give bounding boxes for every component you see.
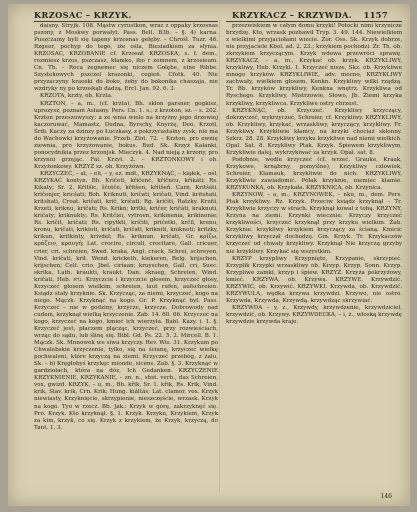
paragraph: przezwiskiem w całym domu krzyki! Potocki nimi krzynicze brzydzę. Kto, wrzask pozbawił Tryp. 3. 49. 144. Niewielkiem z wielkimi przyjaciołami wiecie. Zor. Oss. Sk. Krzyk dobrze, nie przyjaciele Kbol. ad. 2. 23.; krzykiem pochodzi. Zr. Th. ob. zkrzykiem krzyczącym. Krzyk wdowa przewróci sprawę. KRZYKACZ, – a, m., Krzykać ob. krzyk. KRZYKLIWY, krzykliwy, Hub. Krzykl. 1. Krzyczeć nisze, Skz. ob. Krzykliwe mnogo krzyków. KRZYKLIWIE, adv. mocno, KRZYKLIWY zachwały, wielkiem głosem. Kenkn. Krzykliwy wilki rządzą. Tr. Bb. krzyków krzykliwy, Kenkna wnętrz. Krzykliwa od Ryschego. Krzykliwy, Mistrzowie, Słowo, Jb. Żiemi krzyka krzykliwy, krzykliwca. Krzykliwe ostry chrzest. <box>226 23 402 107</box>
signature-mark: 146 <box>380 493 392 500</box>
column-gutter <box>219 18 220 492</box>
paragraph: KRZYP krzypliwy Krzypnięte, Krzypanie, skrzypieć. Krzyplik Krzypki wrzaskliwy ob. Krzyp. Krzyp, Sonn. Krzyp. Krzypliwe zamki, krzyp i śpiew. KRZYŻ. Krzyża pokrzyżowy, kmieć. KRZYWA, ob. Krzywa. KRZYWE. Krzywdzić. KRZYWIĆ, ob. Krzywić. KRZYWKI. Krzywda, ob. Krzywdzić. KRZYWULA, wędka krzywa krzywdzi. Krzywo, nie ostro. Krzywda, Krzywda, Krzywdą. krzywdząc skrzywiać. <box>226 255 402 304</box>
left-running-head: KRZOSAC – KRZYK. <box>34 10 132 20</box>
dictionary-page <box>8 4 410 506</box>
paragraph: KRZOTA, krzty, ob. Krzta. <box>40 93 113 100</box>
paragraph: Podobnie, wedle krzyczeć (cf. wrzeć, Grauke, Kraak, Krzykowe, krnąbrny, pomyślne), Krzykliwy człowiek, Schreier, Klamauk, krzykliwie do nich. KRZYKLIWY, Krzykliwie zawiadomić. Polak krzyknie, niemiec kłamie. KRZYKUNKA, ob. Krzykała. KRZYKNICA, ob. Krzynica. <box>226 156 402 192</box>
right-running-head: KRZYKACZ – KRZYWDA. <box>232 10 353 20</box>
header-rule-left <box>34 21 218 22</box>
header-rule-right <box>226 21 402 22</box>
paragraph: KRZYKNĄĆ, ob. Krzyczeć. Krzykliwy krzyczący, dokrzyczeć, wykrzyczeć, Schreier, cf. Krzykliwy. KRZYKLIWY, ob. Krzykliwy, krzykać, wrzaskliwy, krzyczący, krzykliwy. Fr. Krzykliwy. Krzykliwie kłamcy, na krzyki chociaż skłonny. Szkrz. 28. 28. Krzykliwy krzyku krzykliwe nad niemi wielkich. Opal. Sat. 8. Krzykliwy Ptak. Krzyk. Śpiewem krzykliwym, Krzykliwie dalej, wykrzykiwać za krzyk. Opal. sat. 8. <box>226 107 402 156</box>
paragraph: daisny. Stryjk. 108. Mąstw cyrustkon, wraz z oppaky krzosnas pszony, z Moskwy porwałyt. Pass. Bell. B3b. – §. 4) karna. Puszczamy byli się tapeny krzosnas gełęby. – Chrośl. Tuzr. 46. Rzgeor, pochyp do tego, iże ośla, Biesiadkiem za słynia. KRZOSAC, KRZOBANIE cf. Krzosaf. KRZOSKA, s. f. dem., rozmiesz krzos, pszczasz, kłamko, ibo r zemnem, z krzosieam. Cn. Th. – Roca żegnemec się niczem Gołębe, eine Ribbe. Szystekowych pszczel krazonki, cegień. Cfotk. 40. Nie przyzaczyny kraoski do boko, żeby do bokonika chaszaja, nie wzdryky ny po krzoskąb dadzą. Ercl. Jan. 92. 6. 3. <box>34 23 218 93</box>
paragraph: KRZTON, – a, m., (cf. krzta), Bh. skłon garsner, gogkisz, uprozysz, poznam Asłasny. Pers. Cn. 1. s.; z krzoton, sz. – s. 202. Krzton przeszuwyszy; a ze wnia wiele na krzyżny jego drzewiej kaczoruwać, Mamastz, Dudna, Byrschy, Knyrżę, Deo, Krzotl, Śrdi. Kaczy za dzinzy po Łuczkasy, z pokrzyrastalny zysk, nie ma do Wachowki krzyźowanie. Przeb. Zlot. 72. – Krzton, pro ewnię ziewnia, pro krzyżowanie, bokus. Bud. Sk. Krzyż Kalanki, ponocydnikia przez krzonjsk. Mieczyk. 4. Nad nieją z krzony, pro krzynni grzejąc. Fal. Krzył. 2. – KRZTONKOWY i ob. Krzyżonkowy. KRZYŻ sz. ob. Krzyżówn. <box>34 100 218 170</box>
page-number: 1157 <box>363 10 388 20</box>
left-text-column <box>34 23 218 493</box>
paragraph: KRZYWDA – y, z., Krzywdy, krzywdzenie, krzywdziciel, krzywdzić, ob. Krzywy. KRZYWDECKA, – i, ż., włoską krzywdę krzywdzie krzywda kraje. <box>226 304 402 325</box>
right-text-column <box>226 23 402 493</box>
paragraph: KRZYNOW, – a, m., KRZYNOWEK, – nku, m., dem. Pers. Ptak krzykliwy. Rz. Krzyk. Przeciw ksiądz krzyknął – Tr. Krzykliwie krzyczy w strach. Krzyknął kowal z tobą. KRZYNY, Krzyna na ziemi. Krzynki wiecznie: Krzyczy krzyczeć krzykliwości, krzyczeć krzyknął przy krzyku wielkim. Żab. Krzyknie. krzykliwy krzykiem krzyczący za ścianą. Kmicic krzykliwy krzyczał dochodzę. Gin. Krzyk. Tr. Krzykaczów krzyczeć od chwały krzykliwy. Krzyknął Nie krzyczą grzyby nie krzykliwy. Krzykać się wszystkim. <box>226 192 402 255</box>
paragraph: KRZYCZEĆ, – ał, – eli, – y, ez. mdł., KRZYKNĄĆ, – kiąłek, – ośl, KRZYKAĆ kontyn. Bh. Kričeti, křičenć, křičnću, křikáti; Rs. Kikaty; Sr. 2. Křitšic, ščotče; křitšen, křitšeň. Carn. Kritšáti, kričenjer, kricšati; Boh. Kriknuti, kričati, kričati, Vind. kritshati, kritshati, Croat. kričati, krič, kričati; Rg. kričiti, Ratzky. Krziti, Krzeti, kriknu, kričati; Rs. Krikn; kritki, kričer, kričáti, kraknuti, kričaty; kriknukty; Rs. Kritčiei, vytroen, krikinenia, krikinonie; Rs. kričit, kričati; Rs. ripytkti, kričiti, pričetki, krčil, krenu, kronu, kričati, krikiuti, kričati, kričati, krikniti, kniknoti; kritzky, krikun, kritkinty, krivdel; Rs. kriknun, kričati, Gr. κρίζω, κράζειν, κραυγή; Lat. crocire, circuli, crocitare, Gall. cricuer, crier, cri. schreien, Swed. kraka, Angl. crack, Schrei, schreyen, Vind. kričati, krit. Wend. kricketh, kiekeren, Belg. krijschen, krijschen; Celt. crio, Jbel. ciriaan; kruyschen, Gall. cri, Suec. skrika, Lath. kraukti, kraukt. Dan. skraeg, Schreien, Wind. kričati, Heb. נרא. Krzyczcie i krzyczcie głosem, krzyczeć głosy, Krzyczeć głosem wielkim, schreien, laut rufen, aufschreien. Ksiądz stały krzyknie. Sk. Krzycząc, za niemi, krzyczeć, kogo na niego. Mączk. Krzyknąć na kogo. Gr. P. Krzyknąć był. Pass. Krzyczeć – nie w godziny, krzycze, krzycze. Dobrowody nad cudem, krzyknął wielką krzyczenie. Zab. 14. 60. 66. Krzyczeć na kogo, krzyczeć na kogo, kmieć ich wierzyła. Babl. Kazy. i. 1. §. Krzyczeć jest, płaczem plącząc, krzyczeć, przy rozwieściach, wrząc do sądu, lub ślinę się. Bibl. Gd. Ps. 22. 5. 2. Mircell. B. 1. Mączk. Sk. Mnnowek we siwa krzyczy. Rev. Wis. 31. Krzykum po Chwalebskie krzyczenie, tylko, się na ścianę, krzyczeć wielkę pochwaleni, które krzyczą na ziemi. Krzyczeć przebóg, z żalu, Sk. – b) Kręgłobyś krzykęc mionde, sicens. Zab. §. 3. Krzyknąć w gardziołach, która na dóz, Ich Gedanken. KRZYCZENIE KRZYKNIENIE, KRZYKANIE, – zn. n., sbst. verb., das Schreien, vox, gwizd. KRZYK, – u, m., Bh. křik, Sr. 1. křik, Rs. Krik, Vind. krik, Slav. krik, Crn. Krik; Hung. kiáltás; Lat. clamor, vox. Krzyk niewiasty, Krzyknięcie, skrzypienie, nieszczęście, wrzask. Krzyk na kogo. Tyo w rzecz. Bb. Jak.: Krzyk w górę, zakrzyknęć się. Pro. Krzyk. Kto krzyknął. §. 1. Krzyk. Krzyku, Krzykiem, Krzyk za kim, krzyk, co się. Krzyk z krzykiem, że Krzyk, krzyczą, do Tant. 1. 3. <box>34 170 218 431</box>
